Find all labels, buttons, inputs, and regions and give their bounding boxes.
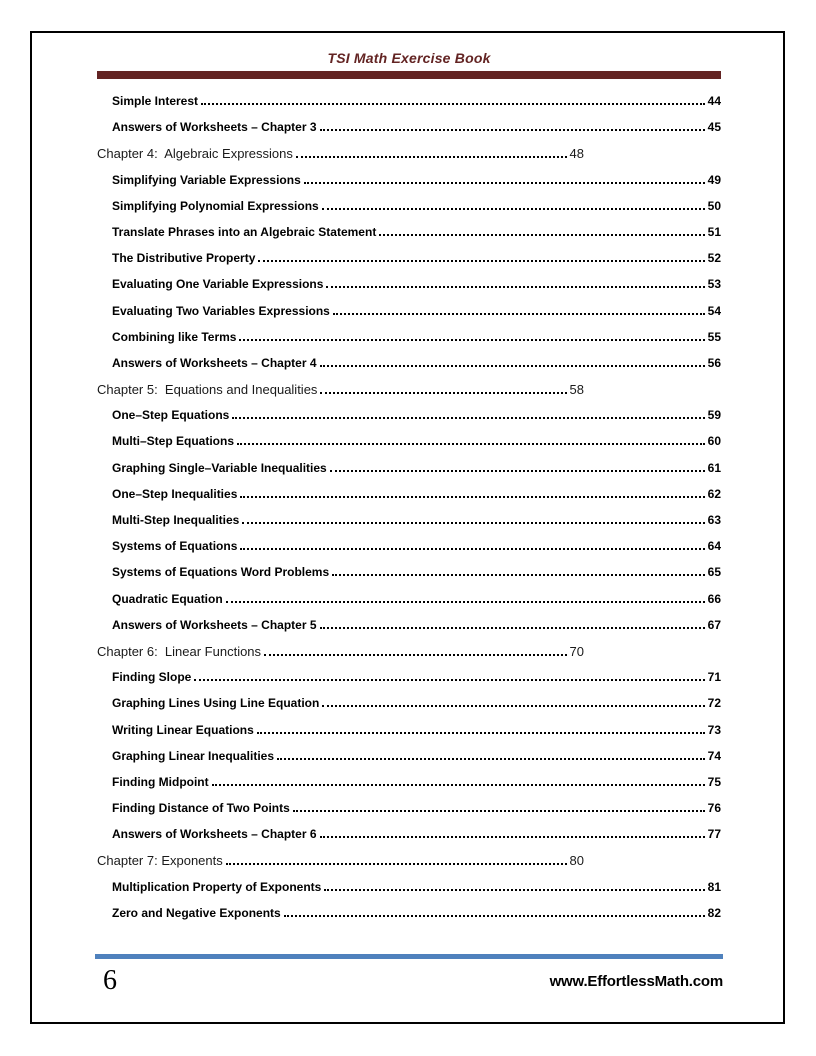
toc-entry-page: 71	[707, 670, 721, 685]
dot-leader	[257, 732, 705, 734]
toc-entry-label: Finding Distance of Two Points	[112, 801, 290, 816]
toc-entry-page: 80	[569, 853, 584, 869]
toc-entry-section[interactable]	[97, 330, 721, 356]
toc-entry-section[interactable]	[97, 199, 721, 225]
dot-leader	[326, 286, 704, 288]
toc-entry-label: Graphing Single–Variable Inequalities	[112, 460, 327, 475]
toc-entry-section[interactable]	[97, 618, 721, 644]
toc-entry-section[interactable]	[97, 723, 721, 749]
dot-leader	[232, 417, 704, 419]
toc-entry-chapter[interactable]	[97, 382, 584, 408]
dot-leader	[320, 627, 705, 629]
toc-entry-label: Translate Phrases into an Algebraic Statement	[112, 224, 377, 239]
toc-entry-label: Multiplication Property of Exponents	[112, 879, 322, 894]
toc-entry-label: Systems of Equations Word Problems	[112, 565, 330, 580]
toc-entry-section[interactable]	[97, 461, 721, 487]
toc-entry-section[interactable]	[97, 801, 721, 827]
toc-entry-section[interactable]	[97, 304, 721, 330]
toc-entry-page: 56	[707, 355, 721, 370]
toc-entry-label: Chapter 4: Algebraic Expressions	[97, 146, 293, 162]
toc-entry-section[interactable]	[97, 487, 721, 513]
footer-rule	[95, 954, 723, 959]
toc-entry-page: 44	[707, 94, 721, 108]
toc-entry-section[interactable]	[97, 251, 721, 277]
toc-entry-chapter[interactable]	[97, 644, 584, 670]
toc-entry-page: 62	[707, 486, 721, 501]
dot-leader	[226, 601, 705, 603]
toc-entry-label: Answers of Worksheets – Chapter 3	[112, 120, 317, 135]
dot-leader	[320, 365, 705, 367]
toc-entry-page: 67	[707, 617, 721, 632]
toc-entry-page: 76	[707, 801, 721, 816]
toc-entry-label: Multi-Step Inequalities	[112, 513, 240, 527]
toc-entry-label: Combining like Terms	[112, 329, 237, 344]
toc-entry-section[interactable]	[97, 225, 721, 251]
toc-entry-section[interactable]	[97, 120, 721, 146]
toc-entry-page: 49	[707, 172, 721, 187]
toc-entry-page: 74	[707, 748, 721, 763]
toc-entry-section[interactable]	[97, 565, 721, 591]
dot-leader	[330, 470, 705, 472]
dot-leader	[304, 182, 705, 184]
toc-entry-section[interactable]	[97, 356, 721, 382]
toc-entry-chapter[interactable]	[97, 146, 584, 172]
page-header	[97, 50, 721, 79]
toc-entry-label: Systems of Equations	[112, 539, 238, 554]
dot-leader	[237, 443, 705, 445]
page-footer	[95, 954, 723, 995]
toc-entry-label: Answers of Worksheets – Chapter 6	[112, 827, 317, 842]
toc-entry-label: Answers of Worksheets – Chapter 4	[112, 355, 317, 370]
dot-leader	[240, 548, 704, 550]
toc-entry-section[interactable]	[97, 277, 721, 303]
toc-entry-section[interactable]	[97, 827, 721, 853]
toc-entry-label: Graphing Linear Inequalities	[112, 748, 275, 763]
toc-entry-page: 63	[707, 513, 721, 527]
toc-entry-page: 72	[707, 696, 721, 711]
toc-entry-label: One–Step Inequalities	[112, 486, 238, 501]
toc-entry-label: Multi–Step Equations	[112, 434, 235, 449]
dot-leader	[332, 574, 704, 576]
dot-leader	[296, 156, 567, 158]
toc-entry-label: Evaluating Two Variables Expressions	[112, 303, 330, 318]
toc-entry-page: 58	[569, 382, 584, 398]
toc-entry-label: Answers of Worksheets – Chapter 5	[112, 617, 317, 632]
toc-entry-section[interactable]	[97, 434, 721, 460]
dot-leader	[293, 810, 705, 812]
dot-leader	[284, 915, 705, 917]
toc-entry-page: 65	[707, 565, 721, 580]
dot-leader	[194, 679, 704, 681]
toc-entry-label: Finding Midpoint	[112, 774, 209, 789]
toc-entry-section[interactable]	[97, 906, 721, 932]
toc-entry-page: 54	[707, 303, 721, 318]
dot-leader	[379, 234, 704, 236]
toc-entry-page: 45	[707, 120, 721, 135]
dot-leader	[264, 654, 566, 656]
toc-entry-label: One–Step Equations	[112, 408, 230, 423]
toc-entry-label: Chapter 5: Equations and Inequalities	[97, 382, 318, 398]
toc-entry-page: 70	[569, 643, 584, 659]
toc-entry-label: Evaluating One Variable Expressions	[112, 277, 324, 292]
table-of-contents	[97, 94, 721, 932]
toc-entry-section[interactable]	[97, 173, 721, 199]
toc-entry-label: Simplifying Polynomial Expressions	[112, 198, 319, 213]
toc-entry-label: Zero and Negative Exponents	[112, 905, 281, 920]
dot-leader	[320, 129, 705, 131]
website-link[interactable]: www.EffortlessMath.com	[549, 972, 723, 990]
toc-entry-page: 77	[707, 827, 721, 842]
toc-entry-label: Chapter 7: Exponents	[97, 853, 223, 869]
dot-leader	[226, 863, 567, 865]
toc-entry-section[interactable]	[97, 592, 721, 618]
dot-leader	[333, 313, 705, 315]
dot-leader	[320, 392, 566, 394]
toc-entry-label: Quadratic Equation	[112, 591, 223, 606]
toc-entry-label: Finding Slope	[112, 670, 192, 685]
toc-entry-section[interactable]	[97, 408, 721, 434]
header-rule	[97, 71, 721, 79]
toc-entry-section[interactable]	[97, 670, 721, 696]
toc-entry-page: 73	[707, 722, 721, 737]
toc-entry-label: Simple Interest	[112, 94, 199, 108]
book-title: TSI Math Exercise Book	[327, 50, 491, 66]
toc-entry-section[interactable]	[97, 513, 721, 539]
toc-entry-page: 82	[707, 905, 721, 920]
toc-entry-section[interactable]	[97, 539, 721, 565]
dot-leader	[322, 705, 704, 707]
dot-leader	[201, 103, 705, 105]
toc-entry-page: 55	[707, 329, 721, 344]
dot-leader	[322, 208, 705, 210]
dot-leader	[240, 496, 704, 498]
toc-entry-section[interactable]	[97, 749, 721, 775]
toc-entry-section[interactable]	[97, 94, 721, 120]
toc-entry-section[interactable]	[97, 696, 721, 722]
dot-leader	[258, 260, 704, 262]
toc-entry-label: Graphing Lines Using Line Equation	[112, 696, 320, 711]
page-border	[30, 31, 785, 1024]
toc-entry-page: 48	[569, 146, 584, 162]
toc-entry-page: 53	[707, 277, 721, 292]
toc-entry-page: 51	[707, 224, 721, 239]
toc-entry-label: Chapter 6: Linear Functions	[97, 643, 262, 659]
toc-entry-page: 81	[707, 879, 721, 894]
toc-entry-page: 52	[707, 251, 721, 266]
toc-entry-page: 60	[707, 434, 721, 449]
toc-entry-page: 50	[707, 198, 721, 213]
page-number: 6	[103, 965, 117, 996]
dot-leader	[324, 889, 704, 891]
toc-entry-page: 61	[707, 460, 721, 475]
toc-entry-label: Simplifying Variable Expressions	[112, 172, 301, 187]
toc-entry-page: 75	[707, 774, 721, 789]
toc-entry-label: Writing Linear Equations	[112, 722, 254, 737]
toc-entry-page: 64	[707, 539, 721, 554]
dot-leader	[242, 522, 704, 524]
dot-leader	[212, 784, 705, 786]
toc-entry-section[interactable]	[97, 880, 721, 906]
dot-leader	[239, 339, 704, 341]
toc-entry-label: The Distributive Property	[112, 251, 256, 266]
toc-entry-section[interactable]	[97, 775, 721, 801]
dot-leader	[320, 836, 705, 838]
toc-entry-page: 59	[707, 408, 721, 423]
toc-entry-chapter[interactable]	[97, 853, 584, 879]
toc-entry-page: 66	[707, 591, 721, 606]
dot-leader	[277, 758, 705, 760]
